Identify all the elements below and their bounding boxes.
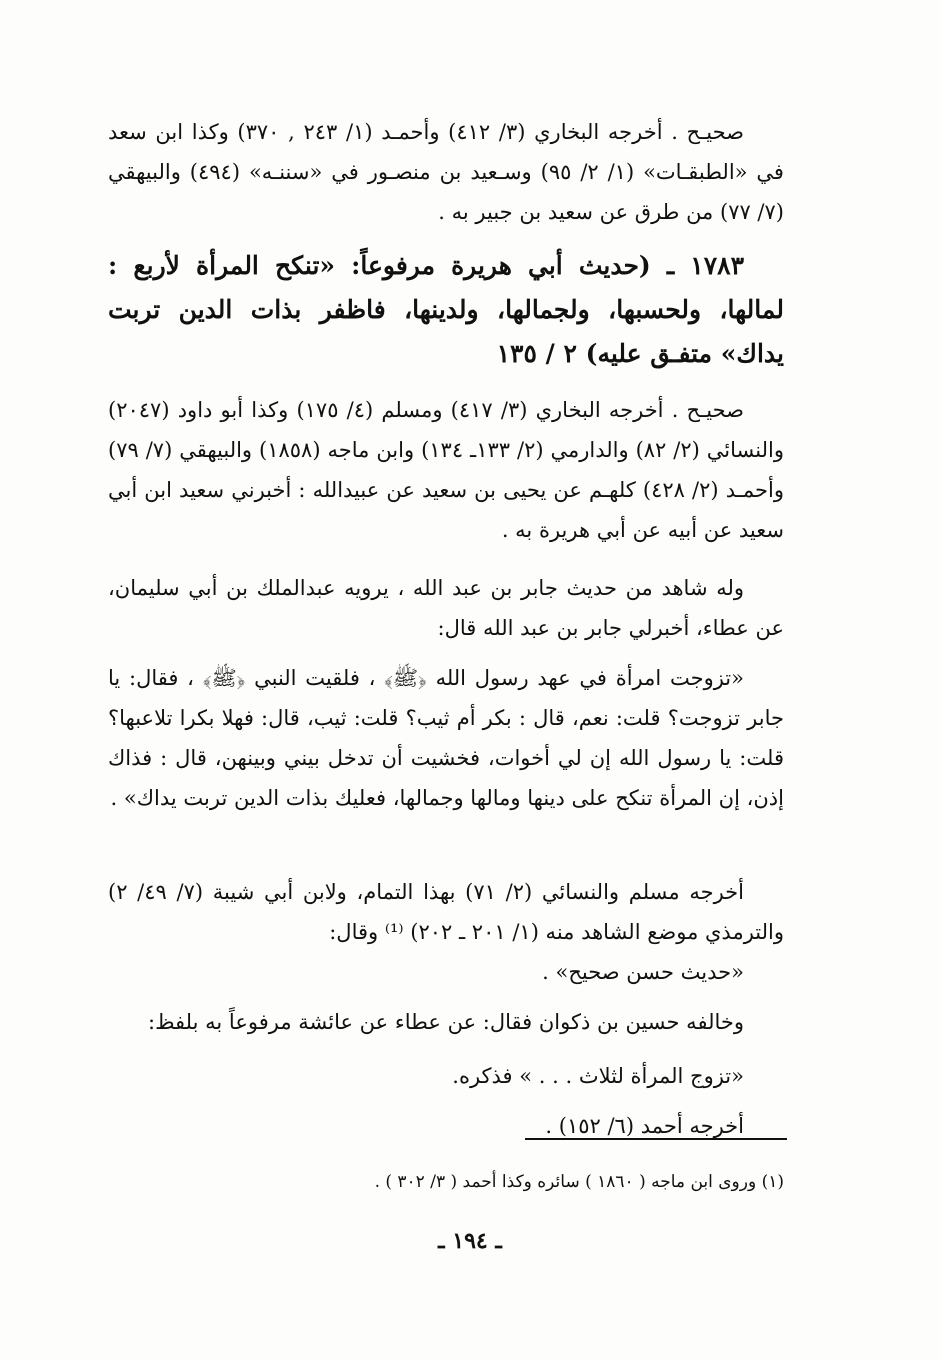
footnote-1: (١) وروى ابن ماجه ( ١٨٦٠ ) سائره وكذا أحمد ( ٣/ ٣٠٢ ) .: [374, 1172, 784, 1192]
footnote-separator: [525, 1138, 787, 1140]
paragraph-takhrij-3: أخرجه مسلم والنسائي (٢/ ٧١) بهذا التمام، ولابن أبي شيبة (٧/ ٤٩/ ٢) والترمذي موضع الشاهد منه (١/ ٢٠١ ـ ٢٠٢) ⁽¹⁾ وقال:: [108, 880, 784, 944]
paragraph-witness: وله شاهد من حديث جابر بن عبد الله ، يرويه عبدالملك بن أبي سليمان، عن عطاء، أخبرلي جابر بن عبد الله قال:: [108, 576, 784, 640]
hadith-heading-1783: ١٧٨٣ ـ (حديث أبي هريرة مرفوعاً: «تنكح المرأة لأربع : لمالها، ولحسبها، ولجمالها، ولدينها، فاظفر بذات الدين تربت يداك» متفـق عليه) ٢ / ١٣٥: [108, 251, 784, 368]
paragraph-variant-text: «تزوج المرأة لثلاث . . . » فذكره.: [452, 1064, 744, 1088]
paragraph-takhrij-1: صحيـح . أخرجه البخاري (٣/ ٤١٢) وأحمـد (١/ ٢٤٣ , ٣٧٠) وكذا ابن سعد في «الطبقـات» (١/ ٢/ ٩٥) وسـعيد بن منصـور في «سننـه» (٤٩٤) والبيهقي (٧/ ٧٧) من طرق عن سعيد بن جبير به .: [108, 120, 784, 224]
paragraph-takhrij-ahmad: أخرجه أحمد (٦/ ١٥٢) .: [545, 1114, 744, 1138]
paragraph-husain-variant: وخالفه حسين بن ذكوان فقال: عن عطاء عن عائشة مرفوعاً به بلفظ:: [148, 1010, 744, 1034]
page-number: ـ ١٩٤ ـ: [438, 1228, 502, 1254]
paragraph-takhrij-2: صحيـح . أخرجه البخاري (٣/ ٤١٧) ومسلم (٤/ ١٧٥) وكذا أبو داود (٢٠٤٧) والنسائي (٢/ ٨٢) والدارمي (٢/ ١٣٣ـ ١٣٤) وابن ماجه (١٨٥٨) والبيهقي (٧/ ٧٩) وأحمـد (٢/ ٤٢٨) كلهـم عن يحيى بن سعيد عن عبيدالله : أخبرني سعيد ابن أبي سعيد عن أبيه عن أبي هريرة به .: [108, 398, 784, 542]
paragraph-jabir-hadith: «تزوجت امرأة في عهد رسول الله ﴿ﷺ﴾ ، فلقيت النبي ﴿ﷺ﴾ ، فقال: يا جابر تزوجت؟ قلت: نعم، قال : بكر أم ثيب؟ قلت: ثيب، قال: فهلا بكرا تلاعبها؟ قلت: يا رسول الله إن لي أخوات، فخشيت أن تدخل بيني وبينهن، قال : فذاك إذن، إن المرأة تنكح على دينها ومالها وجمالها، فعليك بذات الدين تربت يداك» .: [108, 666, 784, 810]
tirmidhi-grading: «حديث حسن صحيح» .: [542, 960, 744, 984]
